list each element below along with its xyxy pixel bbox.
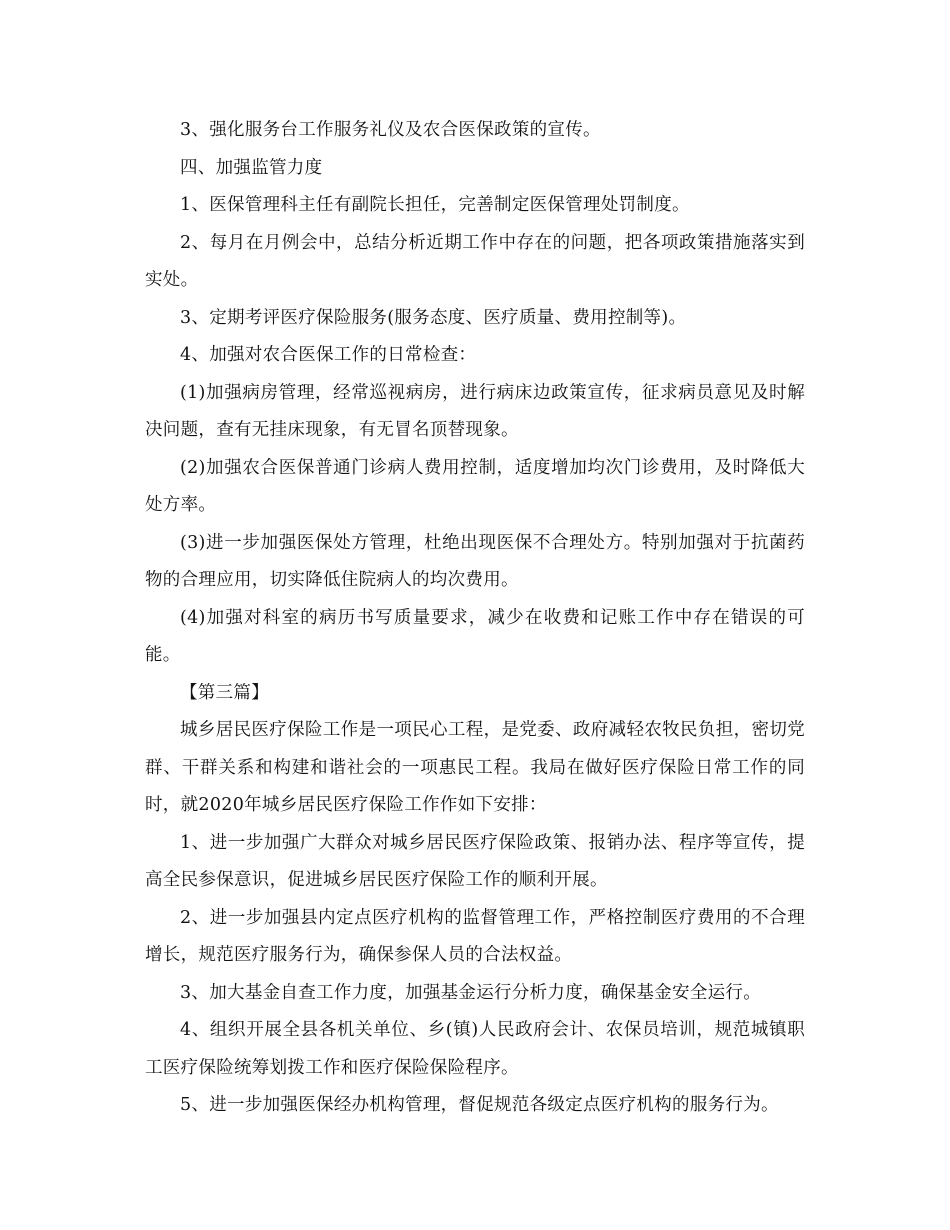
paragraph-16: 4、组织开展全县各机关单位、乡(镇)人民政府会计、农保员培训，规范城镇职工医疗保险统筹划拨工作和医疗保险保险程序。: [145, 1020, 805, 1078]
paragraph-6: 4、加强对农合医保工作的日常检查：: [180, 345, 477, 365]
paragraph-15: 3、加大基金自查工作力度，加强基金运行分析力度，确保基金安全运行。: [180, 982, 762, 1003]
paragraph-1: 3、强化服务台工作服务礼仪及农合医保政策的宣传。: [180, 120, 601, 140]
document-body: [145, 112, 805, 1125]
paragraph-8: (2)加强农合医保普通门诊病人费用控制，适度增加均次门诊费用，及时降低大处方率。: [145, 457, 805, 515]
paragraph-17: 5、进一步加强医保经办机构管理，督促规范各级定点医疗机构的服务行为。: [180, 1095, 779, 1115]
paragraph-7: (1)加强病房管理，经常巡视病房，进行病床边政策宣传，征求病员意见及时解决问题，查有无挂床现象，有无冒名顶替现象。: [145, 382, 805, 440]
paragraph-5: 3、定期考评医疗保险服务(服务态度、医疗质量、费用控制等)。: [180, 307, 687, 328]
paragraph-14: 2、进一步加强县内定点医疗机构的监督管理工作，严格控制医疗费用的不合理增长，规范医疗服务行为，确保参保人员的合法权益。: [145, 907, 805, 965]
paragraph-3: 1、医保管理科主任有副院长担任，完善制定医保管理处罚制度。: [180, 195, 690, 215]
section-title-third: 【第三篇】: [180, 682, 269, 703]
section-heading-4: 四、加强监管力度: [180, 157, 323, 178]
paragraph-12: 城乡居民医疗保险工作是一项民心工程，是党委、政府减轻农牧民负担，密切党群、干群关系和构建和谐社会的一项惠民工程。我局在做好医疗保险日常工作的同时，就2020年城乡居民医疗保险工作作如下安排：: [145, 720, 805, 815]
paragraph-9: (3)进一步加强医保处方管理，杜绝出现医保不合理处方。特别加强对于抗菌药物的合理应用，切实降低住院病人的均次费用。: [145, 532, 805, 590]
paragraph-4: 2、每月在月例会中，总结分析近期工作中存在的问题，把各项政策措施落实到实处。: [145, 232, 805, 290]
paragraph-10: (4)加强对科室的病历书写质量要求，减少在收费和记账工作中存在错误的可能。: [145, 607, 805, 665]
paragraph-13: 1、进一步加强广大群众对城乡居民医疗保险政策、报销办法、程序等宣传，提高全民参保意识，促进城乡居民医疗保险工作的顺利开展。: [145, 832, 805, 890]
